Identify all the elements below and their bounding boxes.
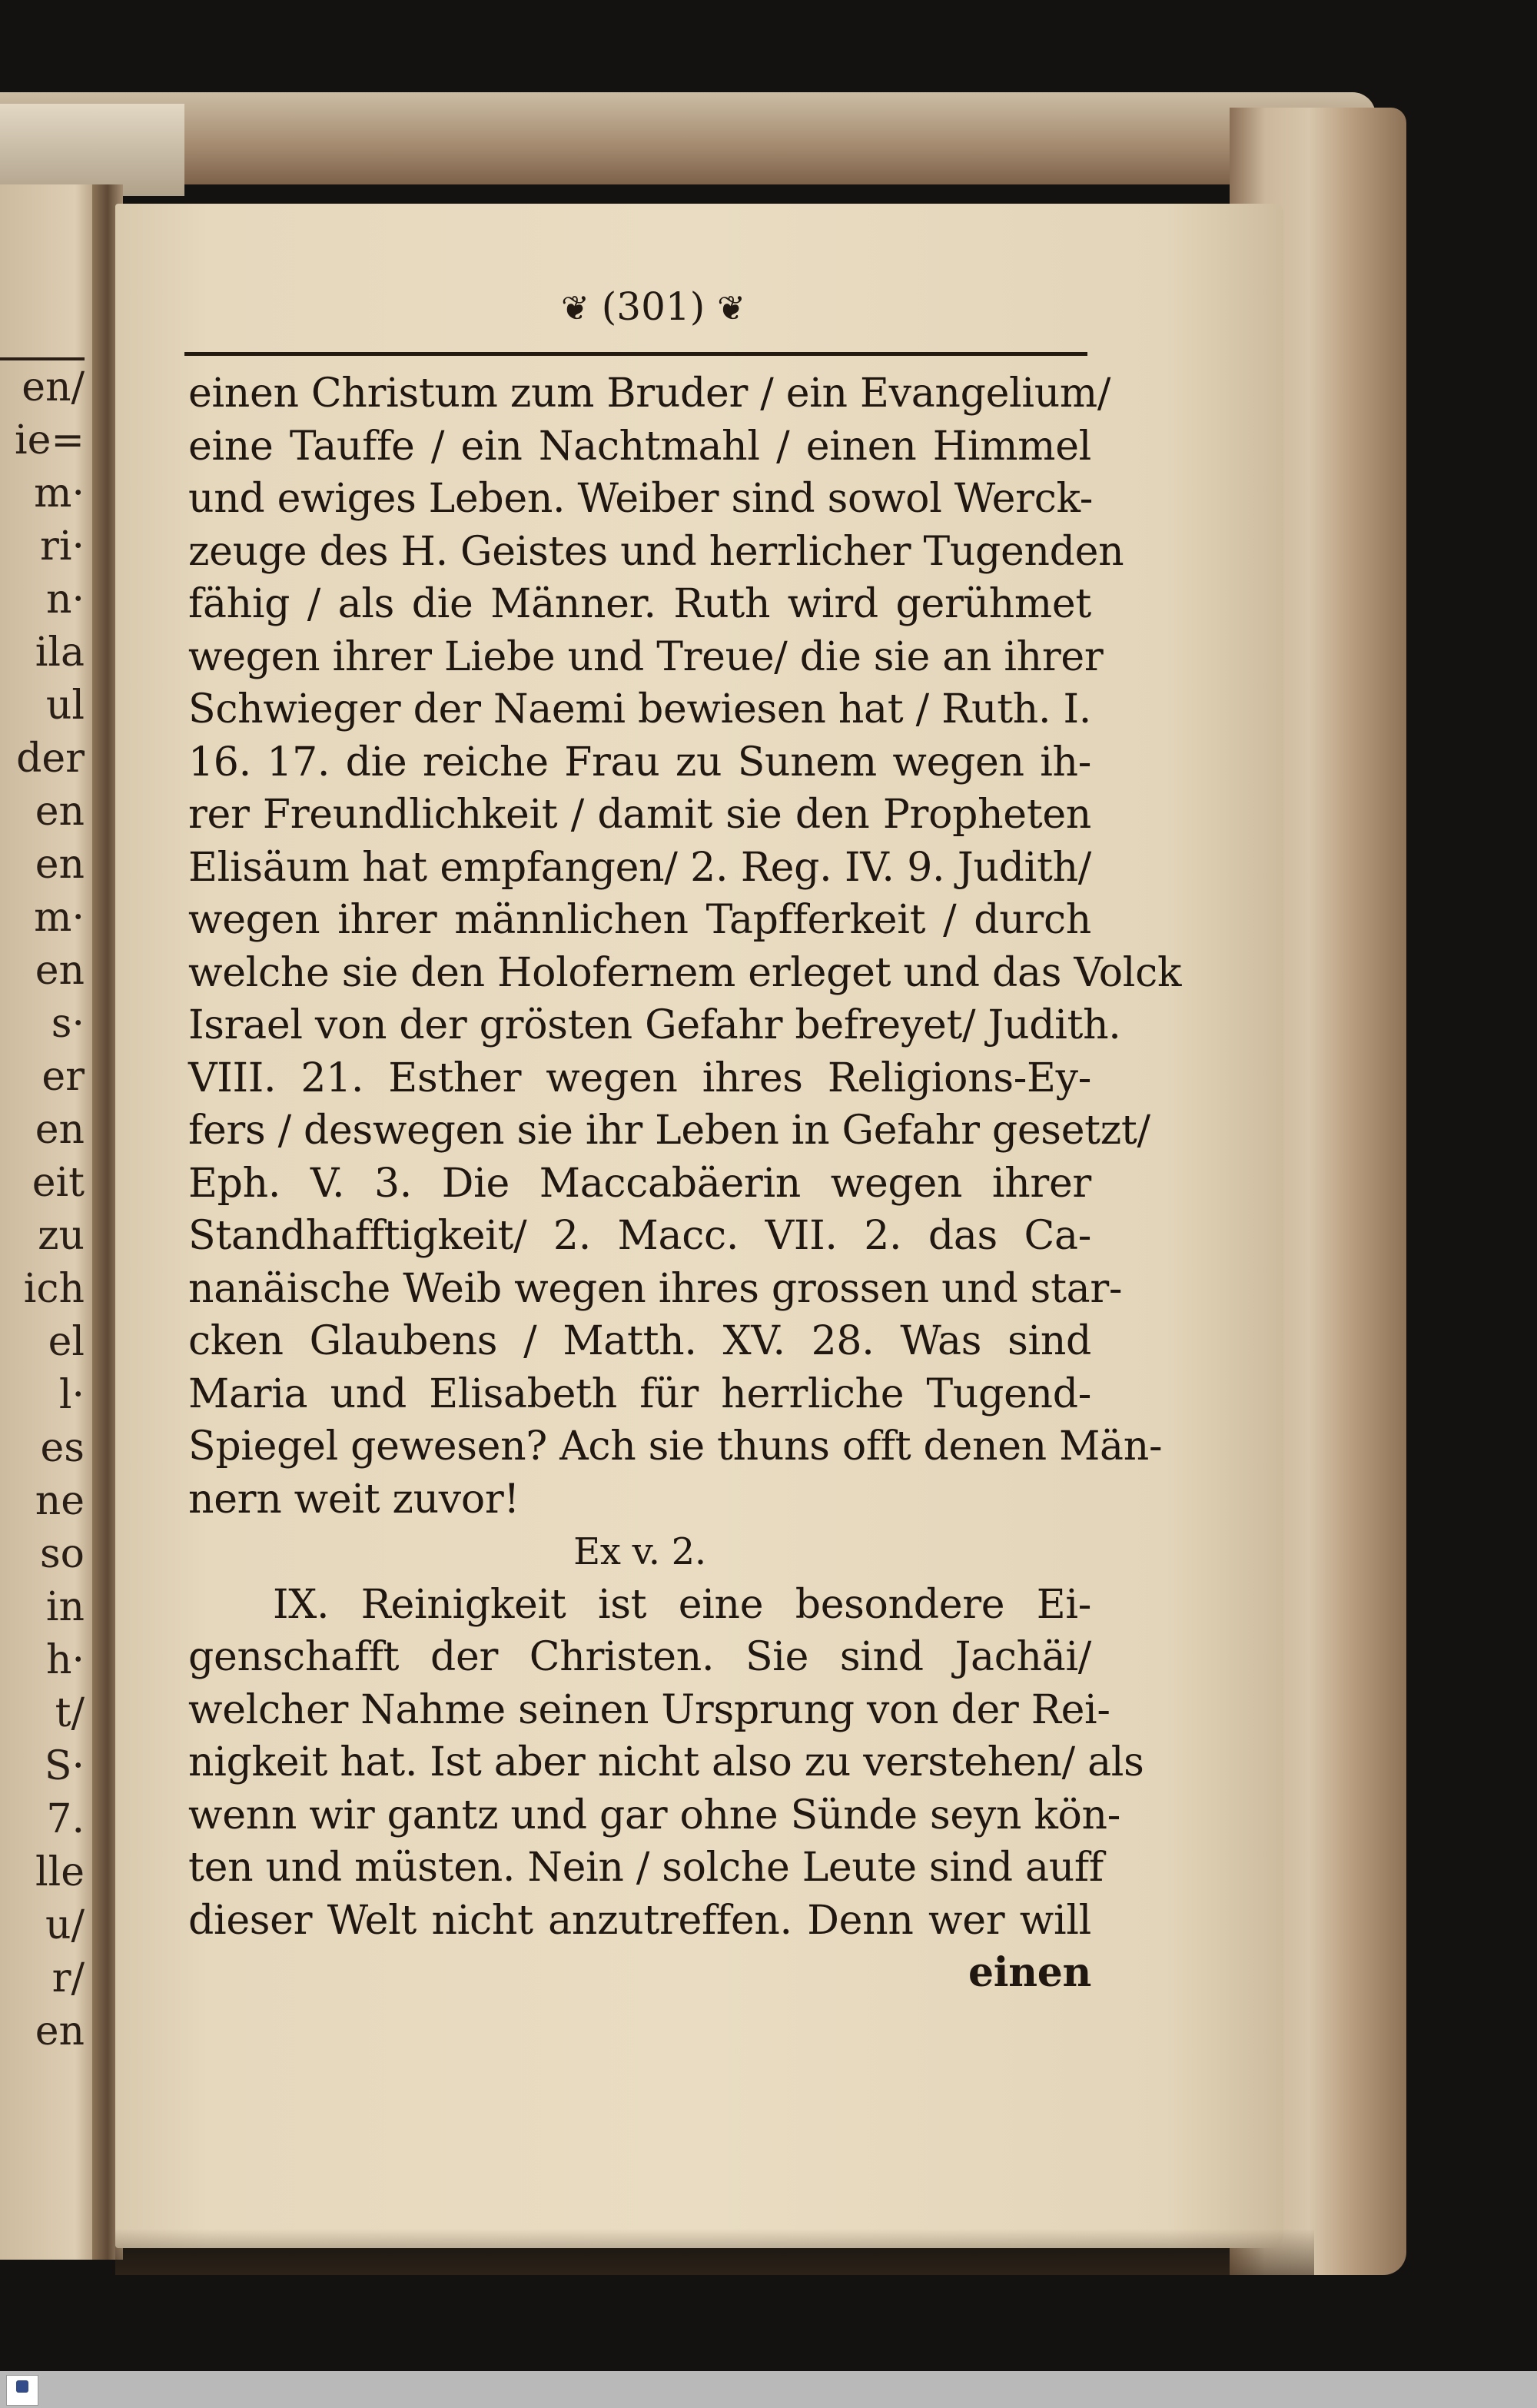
text-line: 16. 17. die reiche Frau zu Sunem wegen ih- [188, 739, 1091, 786]
text-line: wenn wir gantz und gar ohne Sünde seyn kön- [188, 1792, 1121, 1838]
text-line: Maria und Elisabeth für herrliche Tugend- [188, 1370, 1091, 1417]
library-logo-icon [6, 2375, 38, 2406]
ornament-right-icon: ❦ [717, 289, 745, 328]
text-line: Israel von der grösten Gefahr befreyet/ Judith. [188, 1002, 1121, 1048]
text-line: dieser Welt nicht anzutreffen. Denn wer will [188, 1897, 1091, 1944]
page-text [188, 367, 1182, 2000]
text-line: wegen ihrer männlichen Tapfferkeit / durch [188, 897, 1091, 943]
text-line: fähig / als die Männer. Ruth wird gerühmet [188, 581, 1091, 627]
text-line: welcher Nahme seinen Ursprung von der Rei- [188, 1686, 1110, 1733]
text-line: ten und müsten. Nein / solche Leute sind auff [188, 1845, 1104, 1891]
page-bottom-shadow [115, 2229, 1314, 2275]
section-reference: Ex v. 2. [573, 1530, 706, 1573]
left-page-text-fragments: en/ ie= m· ri· n· ila ul der en en m· en s· er en eit zu ich el l· es ne so in h· t/ S· 7. lle u/ r/ en [15, 364, 85, 2054]
text-line: Elisäum hat empfangen/ 2. Reg. IV. 9. Judith/ [188, 844, 1091, 891]
text-line: nern weit zuvor! [188, 1476, 520, 1523]
catchword: einen [968, 1949, 1091, 1996]
text-line: rer Freundlichkeit / damit sie den Propheten [188, 792, 1091, 838]
text-line: Eph. V. 3. Die Maccabäerin wegen ihrer [188, 1160, 1091, 1207]
text-line: nigkeit hat. Ist aber nicht also zu verstehen/ als [188, 1739, 1144, 1785]
text-line: Schwieger der Naemi bewiesen hat / Ruth. I. [188, 686, 1091, 732]
page-number: (301) [601, 284, 705, 329]
text-line: cken Glaubens / Matth. XV. 28. Was sind [188, 1318, 1091, 1364]
header-rule [184, 352, 1087, 356]
text-line: zeuge des H. Geistes und herrlicher Tugenden [188, 528, 1124, 575]
text-line: welche sie den Holofernem erleget und das Volck [188, 949, 1182, 996]
ornament-left-icon: ❦ [560, 289, 589, 328]
viewer-bottom-bar [0, 2371, 1537, 2408]
text-line: nanäische Weib wegen ihres grossen und star- [188, 1265, 1123, 1312]
text-line: wegen ihrer Liebe und Treue/ die sie an ihrer [188, 633, 1104, 680]
text-line: eine Tauffe / ein Nachtmahl / einen Himmel [188, 423, 1091, 470]
text-line: fers / deswegen sie ihr Leben in Gefahr gesetzt/ [188, 1108, 1150, 1154]
text-line: und ewiges Leben. Weiber sind sowol Werck- [188, 476, 1094, 522]
text-line: Standhafftigkeit/ 2. Macc. VII. 2. das Ca- [188, 1213, 1091, 1259]
page-header [461, 284, 845, 329]
book-spine-top [0, 104, 184, 196]
text-line: IX. Reinigkeit ist eine besondere Ei- [273, 1581, 1091, 1628]
text-line: VIII. 21. Esther wegen ihres Religions-Ey- [188, 1055, 1091, 1101]
text-line: einen Christum zum Bruder / ein Evangelium/ [188, 370, 1111, 417]
text-line: Spiegel gewesen? Ach sie thuns offt denen Män- [188, 1423, 1163, 1470]
book-top-edge [0, 92, 1376, 184]
left-page-rule [0, 357, 85, 360]
text-line: genschafft der Christen. Sie sind Jachäi/ [188, 1634, 1091, 1680]
